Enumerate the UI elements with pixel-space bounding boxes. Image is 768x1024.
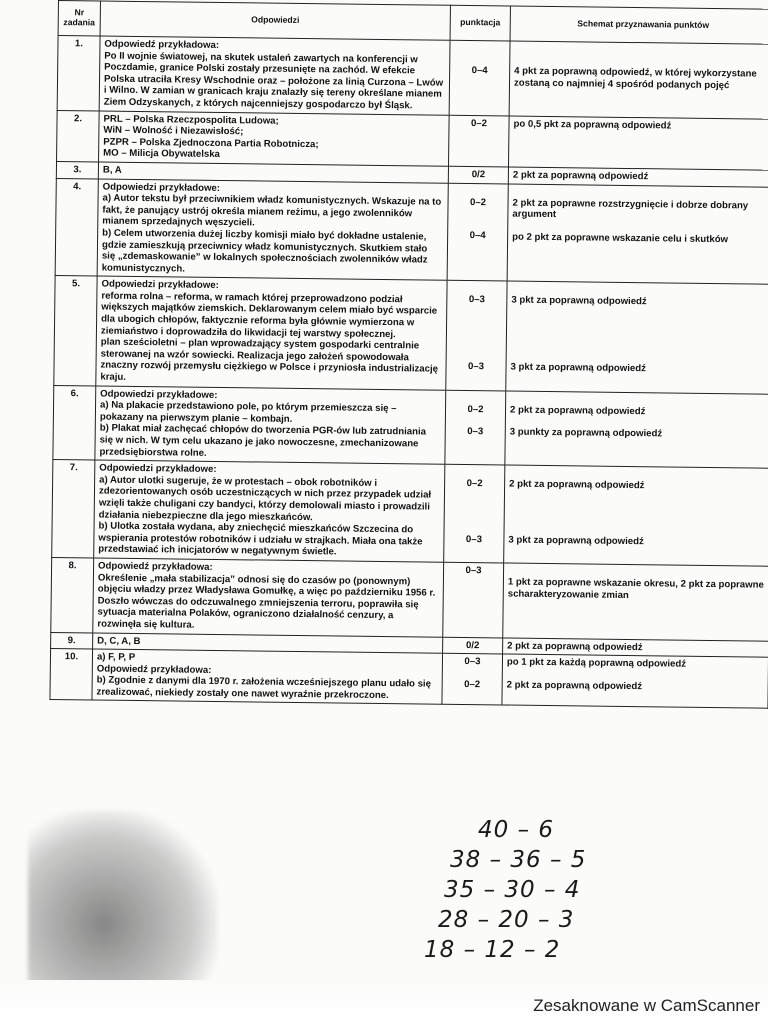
table-row: [52, 460, 768, 567]
header-task-number: Nr zadania: [58, 1, 100, 37]
task-number: 8.: [51, 557, 94, 632]
camscanner-watermark: Zesaknowane w CamScanner: [533, 996, 760, 1015]
task-number: 5.: [54, 276, 97, 386]
table-row: [51, 557, 768, 640]
points-cell: 0–3: [443, 562, 504, 637]
task-number: 3.: [56, 161, 98, 178]
task-number: 9.: [51, 632, 93, 649]
scheme-cell: 2 pkt za poprawną odpowiedź: [508, 167, 768, 187]
scheme-cell: 3 pkt za poprawną odpowiedź 3 pkt za poprawną odpowiedź: [506, 281, 768, 394]
task-number: 7.: [52, 460, 95, 558]
scheme-cell: po 1 pkt za każdą poprawną odpowiedź 2 pkt za poprawną odpowiedź: [502, 654, 768, 709]
points-cell: 0/2: [443, 637, 503, 654]
table-row: [57, 36, 768, 119]
table-row: [50, 649, 768, 709]
answer-cell: D, C, A, B: [93, 632, 443, 653]
points-cell: 0–3 0–2: [442, 653, 503, 705]
answer-cell: Odpowiedzi przykładowe: a) Autor ulotki sugeruje, że w protestach – obok robotników i zdezorientowanych osób uczestniczących w nich przez przypadek udział wzięli także chuligani czy bandyci, którzy demolowali miasto i prowadzili działania niebezpieczne dla jego mieszkańców. b) Ulotka została wydana, aby zniechęcić mieszkańców Szczecina do wspierania protestów robotników i udziału w strajkach. Miała ona także przedstawiać ich inicjatorów w negatywnym świetle.: [94, 460, 445, 562]
scheme-cell: 2 pkt za poprawne rozstrzygnięcie i dobrze dobrany argument po 2 pkt za poprawne wskazanie celu i skutków: [507, 184, 768, 285]
task-number: 1.: [57, 36, 100, 111]
answer-key-table: [49, 0, 768, 709]
task-number: 10.: [50, 649, 93, 701]
points-cell: 0/2: [448, 166, 508, 183]
scheme-cell: po 0,5 pkt za poprawną odpowiedź: [508, 116, 768, 171]
points-cell: 0–2 0–3: [445, 390, 506, 465]
scheme-cell: 2 pkt za poprawną odpowiedź: [503, 637, 768, 657]
scheme-cell: 4 pkt za poprawną odpowiedź, w której wykorzystane zostaną co najmniej 4 spośród podanych pojęć: [509, 41, 768, 119]
answer-cell: Odpowiedź przykładowa: Po II wojnie światowej, na skutek ustaleń zawartych na konferencji w Poczdamie, granice Polski zostały przesunięte na zachód. W efekcie Polska utraciła Kresy Wschodnie oraz – położone za linią Curzona – Lwów i Wilno. W zamian w granicach kraju znalazły się tereny określane mianem Ziem Odzyskanych, z których najcenniejszy gospodarczo był Śląsk.: [99, 36, 450, 115]
grade-threshold: 18 – 12 – 2: [424, 937, 561, 963]
header-scoring-scheme: Schemat przyznawania punktów: [510, 6, 768, 44]
points-cell: 0–2 0–3: [444, 464, 505, 562]
answer-cell: Odpowiedzi przykładowe: a) Na plakacie przedstawiono pole, po którym przemieszcza się – pokazany na pierwszym planie – kombajn. b) Plakat miał zachęcać chłopów do tworzenia PGR-ów lub zatrudniania się w nich. W tym celu ukazano je jako nowoczesne, zmechanizowane przedsiębiorstwa rolne.: [95, 386, 446, 465]
scheme-cell: 2 pkt za poprawną odpowiedź 3 punkty za poprawną odpowiedź: [505, 391, 768, 469]
points-cell: 0–2: [448, 115, 509, 167]
grade-threshold: 28 – 20 – 3: [438, 907, 575, 933]
grade-threshold: 35 – 30 – 4: [444, 877, 581, 903]
points-cell: 0–2 0–4: [447, 183, 508, 281]
answer-cell: B, A: [98, 162, 448, 183]
points-cell: 0–3 0–3: [446, 281, 507, 391]
answer-cell: Odpowiedzi przykładowe: reforma rolna – reforma, w ramach której przeprowadzono podział większych majątków ziemskich. Deklarowanym celem miało być wsparcie dla ubogich chłopów, faktycznie reforma była głównie wymierzona w ziemiaństwo i doprowadziła do likwidacji tej warstwy społecznej. plan sześcioletni – plan wprowadzający system gospodarki centralnie sterowanej na wzór sowiecki. Realizacja jego założeń spowodowała znaczny rozwój przemysłu ciężkiego w Polsce i przyniosła industrializację kraju.: [96, 276, 447, 390]
grade-threshold: 40 – 6: [478, 817, 555, 843]
scheme-cell: 2 pkt za poprawną odpowiedź 3 pkt za poprawną odpowiedź: [504, 465, 768, 566]
scan-shadow: [28, 810, 218, 1000]
answer-cell: Odpowiedź przykładowa: Określenie „mała stabilizacja” odnosi się do czasów po (ponownym) objęciu władzy przez Władysława Gomułkę, a więc po październiku 1956 r. Doszło wówczas do odczuwalnego zmniejszenia terroru, poprawiła się sytuacja materialna Polaków, ograniczono działalność cenzury, a rozwinęła się kultura.: [93, 558, 444, 637]
table-row: [57, 110, 768, 170]
table-row: [54, 276, 768, 394]
table-row: [55, 178, 768, 285]
answer-cell: a) F, P, P Odpowiedź przykładowa: b) Zgodnie z danymi dla 1970 r. założenia wcześniejszego planu udało się zrealizować, niekiedy zostały one nawet wyraźnie przekroczone.: [92, 649, 443, 705]
header-points: punktacja: [450, 5, 510, 41]
scheme-cell: 1 pkt za poprawne wskazanie okresu, 2 pkt za poprawne scharakteryzowanie zmian: [503, 563, 768, 641]
table-row: [53, 385, 768, 468]
grade-threshold: 38 – 36 – 5: [450, 847, 587, 873]
task-number: 4.: [55, 178, 98, 276]
handwritten-grading-scale: [420, 815, 586, 965]
task-number: 6.: [53, 385, 96, 460]
points-cell: 0–4: [449, 40, 510, 115]
task-number: 2.: [57, 110, 100, 162]
answer-cell: Odpowiedzi przykładowe: a) Autor tekstu był przeciwnikiem władz komunistycznych. Wskazuje na to fakt, że panujący ustrój określa mianem reżimu, a jego zwolenników mianem sprzedajnych węszycieli. b) Celem utworzenia dużej liczby komisji miało być dokładne ustalenie, gdzie zamieszkują przeciwnicy władz komunistycznych. Skutkiem stało się „zdemaskowanie” w lokalnych społecznościach zwolenników władz komunistycznych.: [97, 179, 448, 281]
answer-cell: PRL – Polska Rzeczpospolita Ludowa; WiN – Wolność i Niezawisłość; PZPR – Polska Zjednoczona Partia Robotnicza; MO – Milicja Obywatelska: [99, 111, 450, 167]
header-answers: Odpowiedzi: [100, 1, 450, 40]
